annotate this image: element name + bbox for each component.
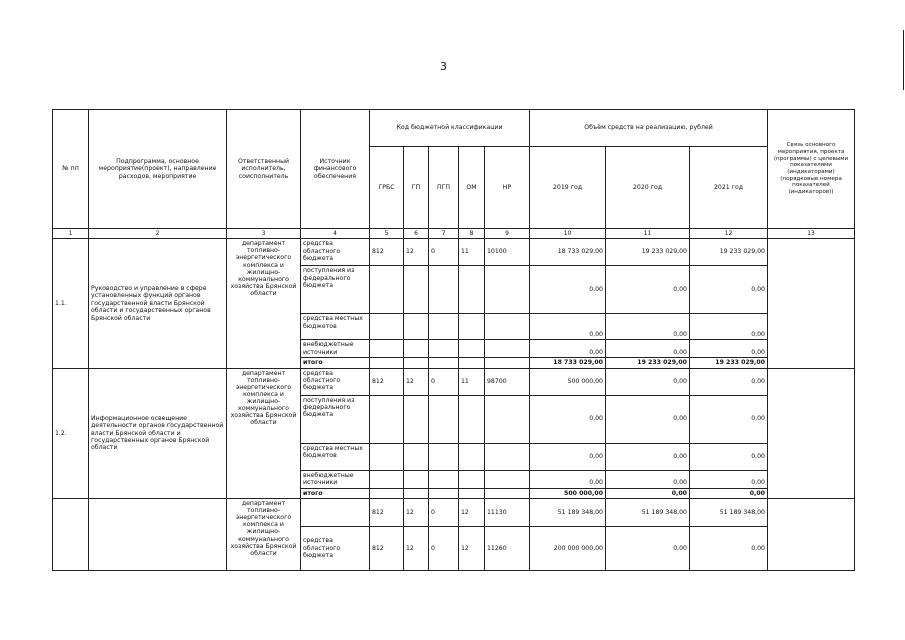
table-row [53,368,855,395]
gp-cell: 12 [404,498,429,526]
empty-cell [404,266,429,314]
pgp-cell: 0 [429,526,459,570]
source-regional: средства областного бюджета [301,368,370,395]
empty-cell [370,358,404,368]
col-number: 8 [459,229,485,239]
empty-cell [459,395,485,443]
header-gp: ГП [404,147,429,229]
table-row [53,498,855,526]
executor: департамент топливно-энергетического комплекса и жилищно-коммунального хозяйства Брянской области [227,498,301,570]
table-row [53,239,855,266]
header-2019: 2019 год [530,147,606,229]
empty-cell [485,443,530,470]
empty-cell [459,470,485,488]
amount-2021: 0,00 [690,368,768,395]
col-number: 1 [53,229,89,239]
gp-cell: 12 [404,239,429,266]
empty-cell [370,340,404,358]
empty-cell [429,358,459,368]
empty-cell [370,395,404,443]
column-numbers-row [53,229,855,239]
col-number: 5 [370,229,404,239]
budget-table [52,109,855,571]
col-number: 4 [301,229,370,239]
col-number: 10 [530,229,606,239]
executor: департамент топливно-энергетического комплекса и жилищно-коммунального хозяйства Брянской области [227,368,301,498]
header-link: Связь основного мероприятия, проекта (программы) с целевыми показателями (индикаторами) (порядковые номера показателей (индикаторов)) [768,110,855,229]
gp-cell: 12 [404,526,429,570]
om-cell: 11 [459,368,485,395]
empty-cell [404,314,429,340]
header-grbs: ГРБС [370,147,404,229]
empty-cell [429,443,459,470]
amount-2019: 0,00 [530,314,606,340]
empty-cell [459,358,485,368]
np-cell: 98700 [485,368,530,395]
source-local: средства местных бюджетов [301,314,370,340]
empty-cell [429,488,459,498]
grbs-cell: 812 [370,368,404,395]
amount-2019: 200 000 000,00 [530,526,606,570]
empty-cell [404,340,429,358]
empty-cell [459,488,485,498]
empty-cell [459,314,485,340]
header-pgp: ПГП [429,147,459,229]
np-cell: 11260 [485,526,530,570]
grbs-cell: 812 [370,526,404,570]
empty-cell [404,488,429,498]
empty-cell [485,358,530,368]
amount-2021: 0,00 [690,340,768,358]
header-2020: 2020 год [606,147,690,229]
amount-2021: 51 189 348,00 [690,498,768,526]
indicator-link [768,368,855,498]
header-om: ОМ [459,147,485,229]
pgp-cell: 0 [429,498,459,526]
activity-name: Информационное освещение деятельности органов государственной власти Брянской области и государственных органов Брянской области [89,368,227,498]
empty-cell [485,266,530,314]
empty-cell [459,340,485,358]
header-source: Источник финансового обеспечения [301,110,370,229]
empty-cell [370,470,404,488]
amount-2019: 51 189 348,00 [530,498,606,526]
amount-2019: 0,00 [530,443,606,470]
executor: департамент топливно-энергетического комплекса и жилищно-коммунального хозяйства Брянской области [227,239,301,368]
source-local: средства местных бюджетов [301,443,370,470]
amount-2020: 0,00 [606,368,690,395]
amount-2019: 0,00 [530,395,606,443]
source-federal: поступления из федерального бюджета [301,395,370,443]
source-extra: внебюджетные источники [301,340,370,358]
header-funds: Объём средств на реализацию, рублей [530,110,768,147]
indicator-link [768,239,855,368]
row-num: 1.2. [53,368,89,498]
empty-cell [429,395,459,443]
source-federal: поступления из федерального бюджета [301,266,370,314]
empty-cell [370,266,404,314]
edge-line [903,30,904,90]
empty-cell [485,470,530,488]
header-executor: Ответственный исполнитель, соисполнитель [227,110,301,229]
source-total: итого [301,488,370,498]
amount-2020: 0,00 [606,395,690,443]
np-cell: 10100 [485,239,530,266]
header-2021: 2021 год [690,147,768,229]
empty-cell [370,488,404,498]
total-2021: 0,00 [690,488,768,498]
source-total: итого [301,358,370,368]
total-2019: 500 000,00 [530,488,606,498]
amount-2020: 51 189 348,00 [606,498,690,526]
amount-2020: 0,00 [606,266,690,314]
source-extra: внебюджетные источники [301,470,370,488]
amount-2021: 0,00 [690,395,768,443]
amount-2020: 0,00 [606,443,690,470]
om-cell: 12 [459,526,485,570]
header-np: НР [485,147,530,229]
empty-cell [301,498,370,526]
amount-2020: 0,00 [606,526,690,570]
empty-cell [404,443,429,470]
om-cell: 11 [459,239,485,266]
pgp-cell: 0 [429,368,459,395]
empty-cell [370,443,404,470]
source-regional: средства областного бюджета [301,526,370,570]
amount-2019: 500 000,00 [530,368,606,395]
col-number: 13 [768,229,855,239]
header-budget-code: Код бюджетной классификации [370,110,530,147]
amount-2021: 0,00 [690,526,768,570]
col-number: 3 [227,229,301,239]
empty-cell [370,314,404,340]
empty-cell [485,314,530,340]
activity-name: Руководство и управление в сфере установленных функций органов государственной власти Брянской области и государственных органов Брянской области [89,239,227,368]
empty-cell [429,340,459,358]
amount-2020: 0,00 [606,340,690,358]
total-2019: 18 733 029,00 [530,358,606,368]
empty-cell [485,488,530,498]
empty-cell [459,266,485,314]
empty-cell [429,266,459,314]
empty-cell [404,358,429,368]
gp-cell: 12 [404,368,429,395]
amount-2020: 19 233 029,00 [606,239,690,266]
header-name: Подпрограмма, основное мероприятие(проект), направление расходов, мероприятие [89,110,227,229]
page-number: 3 [440,60,447,73]
header-num: № пп [53,110,89,229]
col-number: 2 [89,229,227,239]
amount-2020: 0,00 [606,314,690,340]
row-num: 1.1. [53,239,89,368]
col-number: 7 [429,229,459,239]
amount-2021: 0,00 [690,314,768,340]
total-2021: 19 233 029,00 [690,358,768,368]
empty-cell [429,470,459,488]
header-row-1 [53,110,855,147]
empty-cell [485,340,530,358]
empty-cell [404,395,429,443]
amount-2019: 0,00 [530,470,606,488]
total-2020: 0,00 [606,488,690,498]
grbs-cell: 812 [370,498,404,526]
amount-2021: 0,00 [690,470,768,488]
amount-2019: 0,00 [530,266,606,314]
amount-2019: 18 733 029,00 [530,239,606,266]
grbs-cell: 812 [370,239,404,266]
amount-2020: 0,00 [606,470,690,488]
activity-name [89,498,227,570]
total-2020: 19 233 029,00 [606,358,690,368]
empty-cell [404,470,429,488]
col-number: 6 [404,229,429,239]
amount-2019: 0,00 [530,340,606,358]
amount-2021: 0,00 [690,443,768,470]
col-number: 9 [485,229,530,239]
empty-cell [485,395,530,443]
col-number: 12 [690,229,768,239]
np-cell: 11130 [485,498,530,526]
amount-2021: 19 233 029,00 [690,239,768,266]
col-number: 11 [606,229,690,239]
pgp-cell: 0 [429,239,459,266]
empty-cell [429,314,459,340]
empty-cell [459,443,485,470]
row-num [53,498,89,570]
amount-2021: 0,00 [690,266,768,314]
source-regional: средства областного бюджета [301,239,370,266]
indicator-link [768,498,855,570]
om-cell: 12 [459,498,485,526]
